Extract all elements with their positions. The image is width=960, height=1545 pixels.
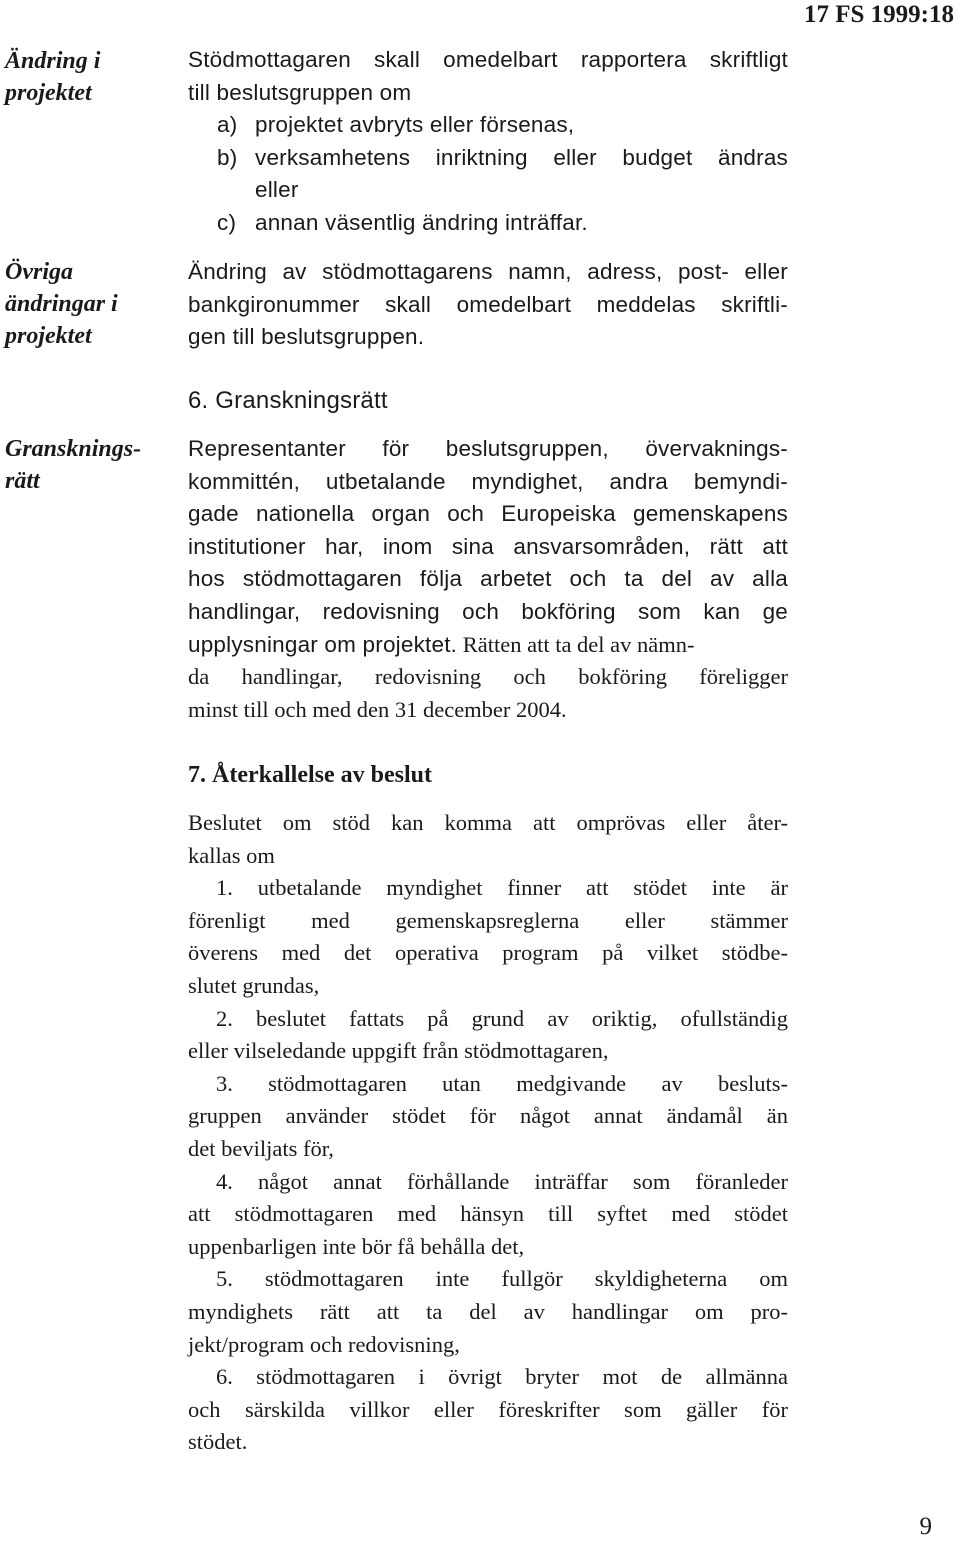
page-number: 9 <box>919 1513 932 1540</box>
margin-note-line: projektet <box>5 80 92 106</box>
text-line: gen till beslutsgruppen. <box>188 324 425 350</box>
list-item <box>217 142 788 207</box>
text-run: upplysningar om projektet. <box>188 631 458 657</box>
text-line: 6. stödmottagaren i övrigt bryter mot de allmänna <box>216 1364 788 1390</box>
text-line: jekt/program och redovisning, <box>188 1331 460 1357</box>
text-line: myndighets rätt att ta del av handlingar om pro- <box>188 1298 788 1324</box>
text-line: överens med det operativa program på vilket stödbe- <box>188 940 788 966</box>
text-line: gade nationella organ och Europeiska gemenskapens <box>188 501 788 527</box>
text-line: slutet grundas, <box>188 972 320 998</box>
change-list <box>188 109 788 239</box>
revocation-item <box>188 1166 788 1264</box>
document-id: 17 FS 1999:18 <box>804 1 954 28</box>
revocation-item <box>188 1263 788 1361</box>
margin-note-line: Ändring i <box>5 48 101 74</box>
list-marker: b) <box>217 144 238 170</box>
list-marker: a) <box>217 112 238 138</box>
margin-note-andring <box>5 45 175 109</box>
text-line: Stödmottagaren skall omedelbart rapportera skriftligt <box>188 47 788 72</box>
margin-note-line: Övriga <box>5 259 73 285</box>
text-line: 5. stödmottagaren inte fullgör skyldigheterna om <box>216 1266 788 1292</box>
section-7-heading: 7. Återkallelse av beslut <box>188 762 432 788</box>
text-line: hos stödmottagaren följa arbetet och ta del av alla <box>188 566 788 592</box>
margin-note-line: rätt <box>5 468 40 494</box>
margin-note-ovriga <box>5 256 175 352</box>
text-line: da handlingar, redovisning och bokföring föreligger <box>188 664 788 690</box>
text-line: 4. något annat förhållande inträffar som föranleder <box>216 1168 788 1194</box>
list-item <box>217 109 788 142</box>
text-line: att stödmottagaren med hänsyn till syftet med stödet <box>188 1201 788 1227</box>
text-line: stödet. <box>188 1429 248 1455</box>
section-6-heading: 6. Granskningsrätt <box>188 387 388 414</box>
text-line: till beslutsgruppen om <box>188 79 412 105</box>
text-line: förenligt med gemenskapsreglerna eller stämmer <box>188 907 788 933</box>
text-line: det beviljats för, <box>188 1135 334 1161</box>
text-line: kommittén, utbetalande myndighet, andra bemyndi- <box>188 468 788 494</box>
margin-note-granskning <box>5 433 175 497</box>
revocation-item <box>188 1361 788 1459</box>
margin-note-line: projektet <box>5 323 92 349</box>
text-line: verksamhetens inriktning eller budget ändras <box>255 144 788 170</box>
text-line: 2. beslutet fattats på grund av oriktig, ofullständig <box>216 1005 788 1031</box>
change-paragraph <box>188 44 788 240</box>
text-run: Rätten att ta del av nämn- <box>457 631 695 657</box>
text-line: eller vilseledande uppgift från stödmottagaren, <box>188 1038 609 1064</box>
text-line: uppenbarligen inte bör få behålla det, <box>188 1233 525 1259</box>
text-line: och särskilda villkor eller föreskrifter som gäller för <box>188 1396 788 1422</box>
section-6-paragraph <box>188 433 788 726</box>
other-changes-paragraph <box>188 256 788 354</box>
margin-note-line: ändringar i <box>5 291 118 317</box>
text-line: projektet avbryts eller försenas, <box>255 112 575 138</box>
section-7-paragraph <box>188 807 788 1459</box>
text-line: minst till och med den 31 december 2004. <box>188 696 567 722</box>
margin-note-line: Gransknings- <box>5 436 142 462</box>
text-line: bankgironummer skall omedelbart meddelas skriftli- <box>188 291 788 317</box>
text-line: 1. utbetalande myndighet finner att stödet inte är <box>216 875 788 901</box>
text-line: gruppen använder stödet för något annat ändamål än <box>188 1103 788 1129</box>
revocation-item <box>188 872 788 1002</box>
list-marker: c) <box>217 209 237 235</box>
revocation-item <box>188 1003 788 1068</box>
text-line: Beslutet om stöd kan komma att omprövas eller åter- <box>188 810 788 835</box>
text-line: Representanter för beslutsgruppen, övervaknings- <box>188 436 788 461</box>
list-item <box>217 207 788 240</box>
text-line: Ändring av stödmottagarens namn, adress, post- eller <box>188 259 788 284</box>
text-line: eller <box>255 177 299 203</box>
text-line: annan väsentlig ändring inträffar. <box>255 209 588 235</box>
revocation-item <box>188 1068 788 1166</box>
text-line: 3. stödmottagaren utan medgivande av besluts- <box>216 1070 788 1096</box>
text-line: handlingar, redovisning och bokföring som kan ge <box>188 598 788 624</box>
text-line: kallas om <box>188 842 275 868</box>
text-line <box>188 629 788 662</box>
text-line: institutioner har, inom sina ansvarsområden, rätt att <box>188 533 788 559</box>
